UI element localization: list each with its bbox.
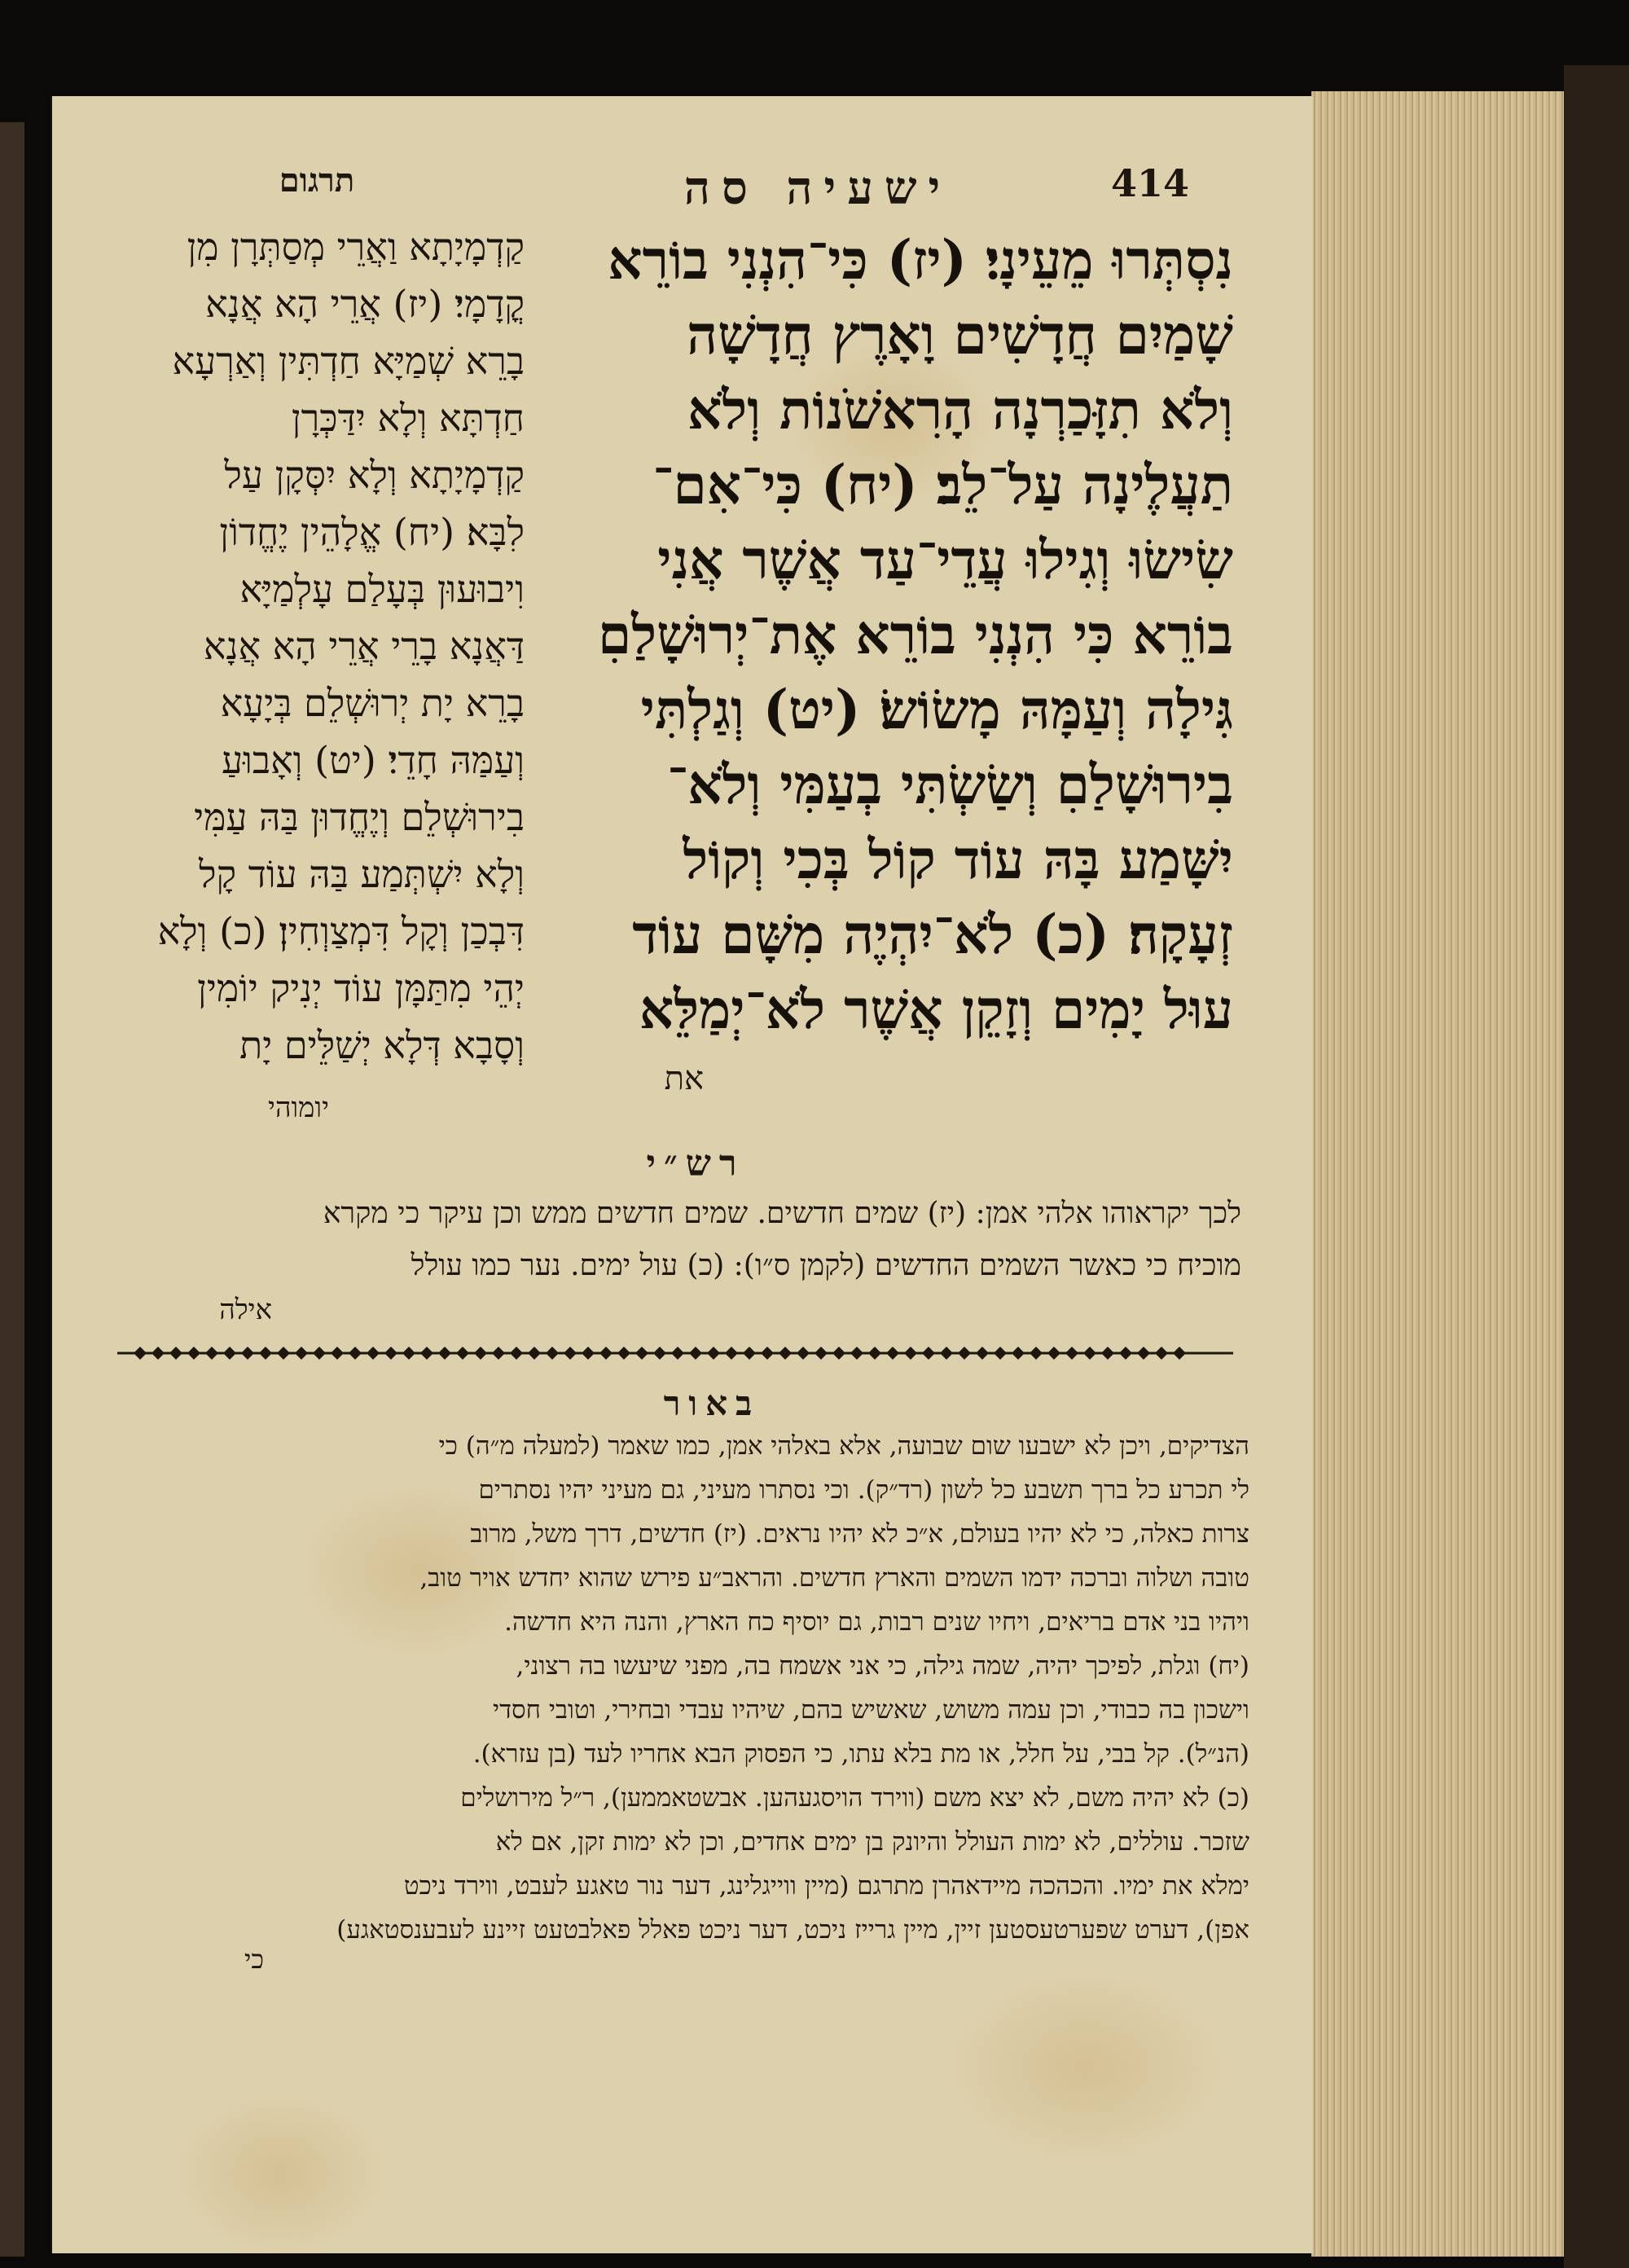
biur-line: (כ) לא יהיה משם, לא יצא משם (ווירד הויסגעהען. אבשטאממען), ר״ל מירושלים [460, 1783, 1249, 1813]
targum-line: יְהֵי מִתַּמָּן עוֹד יְנִיק יוֹמִין [197, 966, 525, 1010]
scripture-line: שָׁמַיִם חֲדָשִׁים וָאָרֶץ חֲדָשָׁה [687, 303, 1233, 367]
scripture-line: נִסְתְּרוּ מֵעֵינָי׃ (יז) כִּי־הִנְנִי בוֹרֵא [608, 228, 1233, 292]
book-cover [1564, 65, 1629, 2268]
biur-line: ימלא את ימיו. והכהכה מיידאהרן מתרגם (מיין ווייגלינג, דער נור טאגע לעבט, ווירד ניכט [403, 1871, 1249, 1901]
targum-line: וְלָא יִשְׁתְּמַע בַּהּ עוֹד קָל [198, 852, 525, 896]
targum-line: קַדְמָיָתָא וְלָא יִסְּקָן עַל [224, 453, 525, 497]
scripture-line: עוּל יָמִים וְזָקֵן אֲשֶׁר לֹא־יְמַלֵּא [639, 978, 1233, 1041]
biur-heading: באור [663, 1383, 761, 1423]
targum-line: בָרֵא שְׁמַיָּא חַדְתִּין וְאַרְעָא [172, 339, 525, 383]
rashi-catchword: אילה [219, 1294, 272, 1326]
biur-line: הצדיקים, ויכן לא ישבעו שום שבועה, אלא באלהי אמן, כמו שאמר (למעלה מ״ה) כי [438, 1431, 1249, 1461]
biur-line: שזכר. עוללים, לא ימות העולל והיונק בן ימים אחדים, וכן לא ימות זקן, אם לא [495, 1827, 1249, 1857]
scripture-line: זְעָקָה׃ (כ) לֹא־יִהְיֶה מִשָּׁם עוֹד [632, 903, 1233, 966]
left-page-edge [0, 122, 24, 2257]
biur-line: אפן), דערט שפערטעסטען זיין, מיין גרייז ניכט, דער ניכט פאלל פאלבטעט זיינע לעבענסטאגע) [336, 1915, 1249, 1945]
paper-stain [948, 1970, 1225, 2165]
targum-line: קַדְמָיָתָא וַאֲרֵי מְסַתְּרָן מִן [187, 225, 525, 269]
scripture-line: וְלֹא תִזָּכַרְנָה הָרִאשֹׁנוֹת וְלֹא [687, 378, 1233, 442]
scripture-line: בוֹרֵא כִּי הִנְנִי בוֹרֵא אֶת־יְרוּשָׁלַםִ [598, 603, 1233, 666]
targum-line: לִבָּא׃ (יח) אֱלָהֵין יֶחֱדוֹן [219, 510, 525, 554]
targum-line: דִּבְכַן וְקָל דִּמְצַוְחִין׃ (כ) וְלָא [157, 909, 525, 953]
targum-line: בִירוּשְׁלֵם וְיֶחֱדוּן בַּהּ עַמִּי [194, 795, 525, 839]
ornamental-divider [117, 1341, 1233, 1365]
rashi-line: לכך יקראוהו אלהי אמן: (יז) שמים חדשים. שמים חדשים ממש וכן עיקר כי מקרא [323, 1197, 1241, 1230]
biur-line: וישכון בה כבודי, וכן עמה משוש, שאשיש בהם, שיהיו עבדי ובחירי, וטובי חסדי [493, 1695, 1249, 1725]
biur-commentary [101, 1424, 1249, 1952]
page-title: ישעיה סה [683, 161, 952, 215]
targum-line: וִיבוּעוּן בְּעָלַם עָלְמַיָּא [239, 567, 525, 611]
biur-catchword: כי [244, 1944, 264, 1975]
biur-line: (יח) וגלת, לפיכך יהיה, שמה גילה, כי אני אשמח בה, מפני שיעשו בה רצוני, [516, 1651, 1249, 1681]
rashi-commentary [101, 1188, 1241, 1292]
page-fore-edge [1311, 91, 1564, 2257]
rashi-heading: רש״י [646, 1143, 745, 1185]
targum-line: דַּאֲנָא בָרֵי אֲרֵי הָא אֲנָא [203, 624, 525, 668]
targum-line: בָרֵא יָת יְרוּשְׁלֵם בְּיָעָא [220, 681, 525, 725]
targum-line: וְעַמַּהּ חָדֵי׃ (יט) וְאָבוּעַ [222, 738, 525, 782]
page-number: 414 [1111, 161, 1190, 205]
targum-line: וְסָבָא דְּלָא יְשַׁלֵּים יָת [239, 1023, 525, 1067]
biur-line: טובה ושלוה וברכה ידמו השמים והארץ חדשים. והראב״ע פירש שהוא יחדש אויר טוב, [419, 1563, 1249, 1593]
scripture-line: שִׂישׂוּ וְגִילוּ עֲדֵי־עַד אֲשֶׁר אֲנִי [657, 528, 1233, 591]
book-page [50, 96, 1313, 2253]
scripture-line: יִשָּׁמַע בָּהּ עוֹד קוֹל בְּכִי וְקוֹל [683, 828, 1233, 891]
biur-line: (הנ״ל). קל בבי, על חלל, או מת בלא עתו, כי הפסוק הבא אחריו לעד (בן עזרא). [472, 1739, 1249, 1769]
scripture-line: גִּילָה וְעַמָּהּ מָשׂוֹשׂ׃ (יט) וְגַלְתִּי [640, 678, 1233, 741]
targum-line: קֳדָמָי׃ (יז) אֲרֵי הָא אֲנָא [205, 282, 525, 326]
scripture-line: בִירוּשָׁלַםִ וְשַׂשְׂתִּי בְעַמִּי וְלֹא־ [666, 753, 1233, 816]
biur-line: לי תכרע כל ברך תשבע כל לשון (רד״ק). וכי נסתרו מעיני, גם מעיני יהיו נסתרים [478, 1475, 1249, 1505]
targum-heading: תרגום [279, 161, 355, 200]
scripture-line: תַעֲלֶינָה עַל־לֵב׃ (יח) כִּי־אִם־ [652, 453, 1233, 516]
rashi-line: מוכיח כי כאשר השמים החדשים (לקמן ס״ו): (כ) עול ימים. נער כמו עולל [411, 1249, 1241, 1282]
biur-line: צרות כאלה, כי לא יהיו בעולם, א״כ לא יהיו נראים. (יז) חדשים, דרך משל, מרוב [470, 1519, 1249, 1549]
targum-column [101, 218, 525, 1220]
biur-line: ויהיו בני אדם בריאים, ויחיו שנים רבות, גם יוסיף כח הארץ, והנה היא חדשה. [504, 1607, 1249, 1637]
paper-stain [174, 2092, 386, 2253]
targum-line: חַדְתָּא וְלָא יִדַּכְּרָן [291, 396, 525, 440]
targum-catchword: יומוהי [268, 1092, 329, 1124]
scripture-catchword: את [664, 1060, 704, 1097]
